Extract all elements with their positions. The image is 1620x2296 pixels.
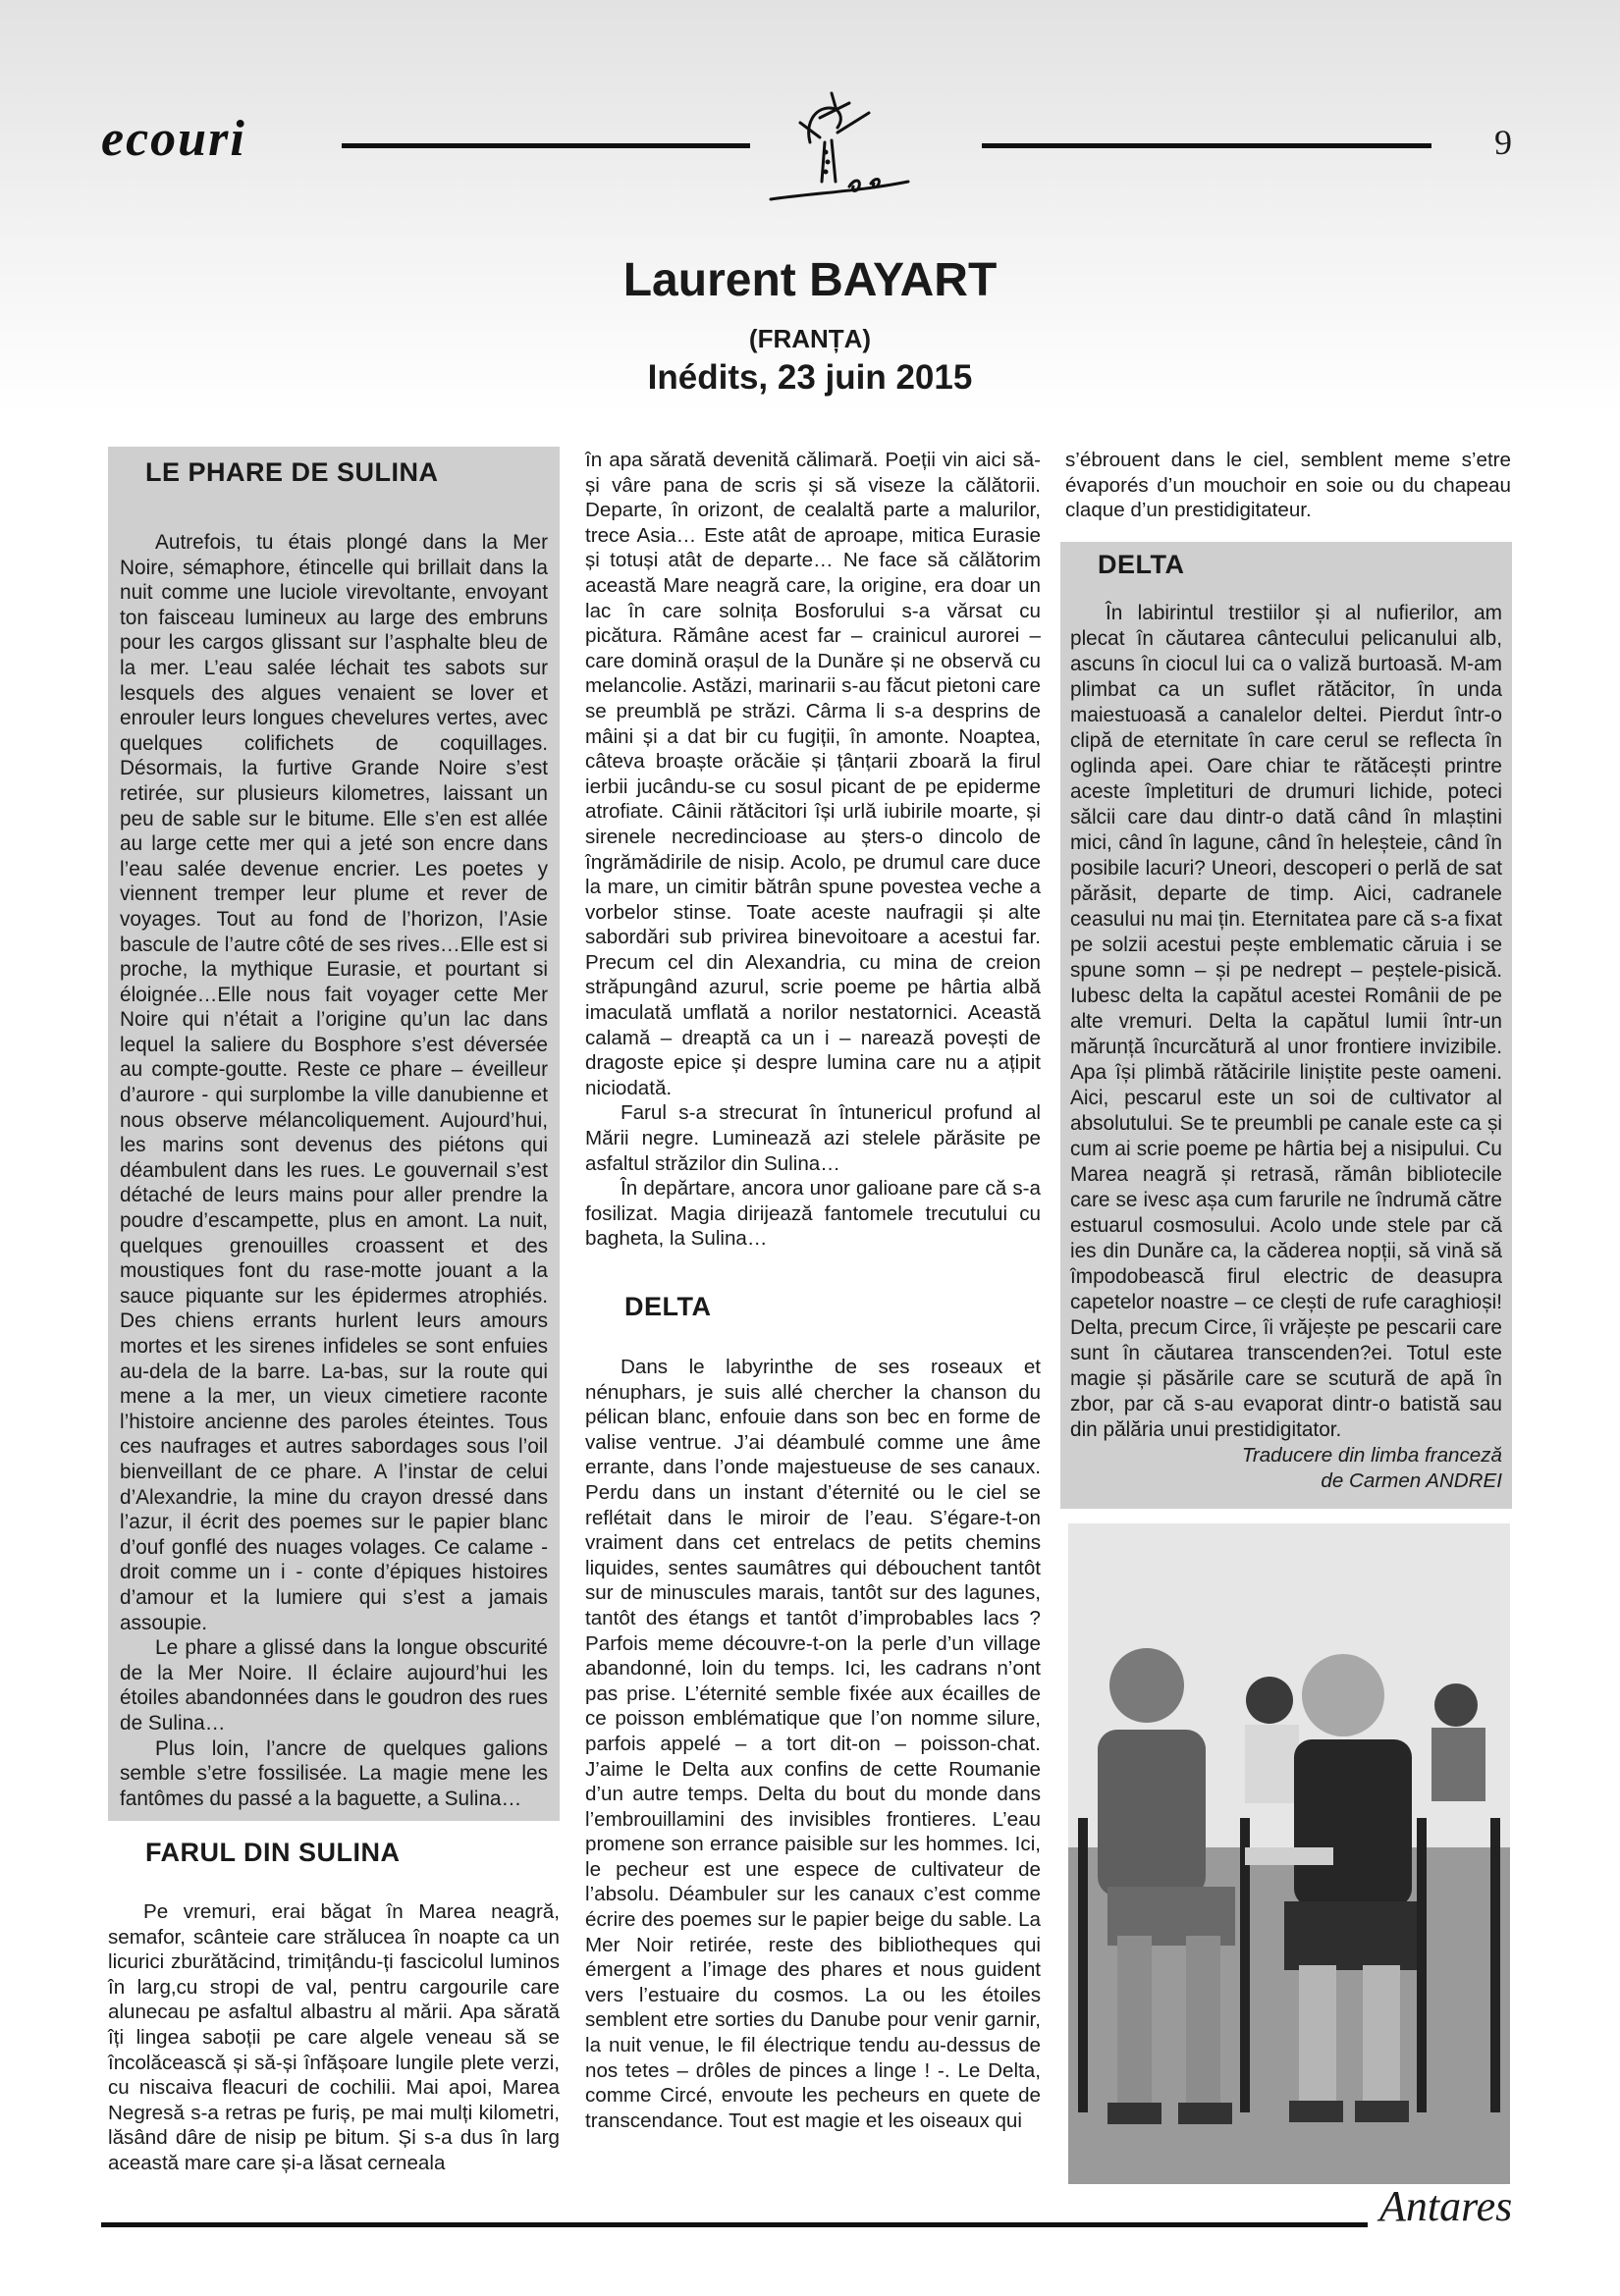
footer-rule: [101, 2222, 1368, 2227]
logo-sketch-icon: [741, 83, 918, 211]
delta-fr-text: [585, 1355, 1041, 2133]
delta-fr-heading: DELTA: [624, 1292, 712, 1321]
farul-text-col2: [585, 448, 1041, 1252]
page-number: 9: [1494, 123, 1512, 162]
translator-credit-line1: Traducere din limba franceză: [1241, 1444, 1502, 1467]
section-title: ecouri: [101, 111, 246, 167]
header-rule-right: [982, 143, 1431, 148]
phare-text: [120, 530, 548, 1811]
phare-paragraph: Autrefois, tu étais plongé dans la Mer Noire, sémaphore, étincelle qui brillait dans la nuit comme une luciole virevoltante, envoyant ton faisceau lumineux au large des embruns pour les cargos glissant sur l’asphalte bleu de la mer. L’eau salée léchait tes sabots sur lesquels des algues venaient se lover et enrouler leurs longues chevelures vertes, avec quelques colifichets de coquillages. Désormais, la furtive Grande Noire s’est retirée, sur plusieurs kilometres, laissant un peu de sable sur le bitume. Elle s’en est allée au large cette mer qui a jeté son encre dans l’eau salée devenue encrier. Les poetes y viennent tremper leur plume et rever de voyages. Tout au fond de l’horizon, l’Asie bascule de l’autre côté de ses rives…Elle est si proche, la mythique Eurasie, et pourtant si éloignée…Elle nous fait voyager cette Mer Noire qui n’était a l’origine qu’un lac dans lequel la saliere du Bosphore s’est déversée au compte-goutte. Reste ce phare – éveilleur d’aurore - qui surplombe la ville danubienne et nous observe mélancoliquement. Aujourd’hui, les marins sont devenus des piétons qui déambulent dans les rues. Le gouvernail s’est détaché de leurs mains pour aller prendre la poudre d’escampette, plus en amont. La nuit, quelques grenouilles croassent et des moustiques font du rase-motte jouant a la sauce piquante sur les épidermes atrophiés. Des chiens errants hurlent leurs amours mortes et les sirenes infideles se sont enfuies au-dela de la barre. La-bas, sur la route qui mene a la mer, un vieux cimetiere raconte l’histoire ancienne des paroles éteintes. Tous ces naufrages et autres sabordages sous l’oil bienveillant de ce phare. A l’instar de celui d’Alexandrie, la mine du crayon dressé dans l’azur, il écrit des poemes sur le papier blanc d’ouf gonflé des nuages volages. Ce calame - droit comme un i - conte d’épiques histoires d’amour et la lumiere qui s’est a jamais assoupie.: [120, 531, 548, 1634]
header-rule-left: [342, 143, 750, 148]
delta-fr-paragraph: Dans le labyrinthe de ses roseaux et nénuphars, je suis allé chercher la chanson du pélican blanc, enfouie dans son bec en forme de valise ventrue. J’ai déambulé comme une âme errante, dans l’onde majestueuse de ses canaux. Perdu dans un instant d’éternité ou le ciel se reflétait dans le miroir de l’eau. S’égare-t-on vraiment dans cet entrelacs de petits chemins liquides, sentes saumâtres qui débouchent tantôt sur de minuscules marais, tantôt sur des lagunes, tantôt des étangs et tantôt d’improbables lacs ? Parfois meme découvre-t-on la perle d’un village abandonné, loin du temps. Ici, les cadrans n’ont pas prise. L’éternité semble fixée aux écailles de ce poisson emblématique que l’on nomme silure, parfois appelé – a tort dit-on – poisson-chat. J’aime le Delta aux confins de cette Roumanie d’un autre temps. Delta du bout du monde dans l’embrouillamini des invisibles frontieres. L’eau promene son errance paisible sur les hommes. Ici, le pecheur est une espece de cultivateur de l’absolu. Déambuler sur les canaux c’est comme écrire des poemes sur le papier beige du sable. La Mer Noir retirée, reste des bibliotheques qui émergent a l’image des phares et nous guident vers l’estuaire du cosmos. La ou les étoiles semblent etre sorties du Danube pour venir garnir, la nuit venue, le fil électrique tendu au-dessus de nos tetes – drôles de pinces a linge ! -. Le Delta, comme Circé, envoute les pecheurs en quete de transcendance. Tout est magie et les oiseaux qui: [585, 1356, 1041, 2132]
magazine-brand: Antares: [1379, 2182, 1513, 2230]
author-country: (FRANȚA): [748, 324, 872, 353]
delta-ro-text: [1070, 601, 1502, 1494]
article-subtitle: Inédits, 23 juin 2015: [647, 358, 973, 397]
translator-credit-line2: de Carmen ANDREI: [1321, 1469, 1502, 1492]
author-name: Laurent BAYART: [622, 254, 998, 306]
delta-ro-heading: DELTA: [1098, 550, 1185, 579]
audience-photo-drawing: [1068, 1523, 1510, 2184]
phare-heading: LE PHARE DE SULINA: [145, 457, 439, 487]
farul-text-col1: [108, 1899, 560, 2176]
audience-photo: [1068, 1523, 1510, 2184]
delta-ro-paragraph: În labirintul trestiilor și al nufierilor, am plecat în căutarea cântecului pelicanului alb, ascuns în ciocul lui ca o valiză burtoasă. M-am plimbat ca un suflet rătăcitor, în unda maiestuoasă a canalelor deltei. Pierdut într-o clipă de eternitate în care cerul se reflecta în oglinda apei. Oare chiar te rătăcești printre aceste împletituri de drumuri lichide, poteci sălcii care dau dintr-o dată când în mlaștini mici, când în lagune, când în heleșteie, când în posibile lacuri? Uneori, descoperi o perlă de sat părăsit, departe de timp. Aici, cadranele ceasului nu mai țin. Eternitatea pare că s-a fixat pe solzii acestui pește emblematic căruia i se spune somn – și pe nedrept – peștele-pisică. Iubesc delta la capătul acestei Românii de pe alte vremuri. Delta la capătul lumii într-un mărunță încurcătură al unor frontiere invizibile. Apa își plimbă rătăcirile liniștite peste oameni. Aici, pescarul este un soi de cultivator al absolutului. Se te preumbli pe canale este ca și cum ai scrie poeme pe hârtia bej a nisipului. Cu Marea neagră și retrasă, rămân bibliotecile care se ivesc așa cum farurile ne îndrumă către estuarul cosmosului. Acolo unde stele par că ies din Dunăre ca, la căderea nopții, să vină să împodobească firul electric de deasupra capetelor noastre – ce clești de rufe caraghioși! Delta, precum Circe, îi vrăjește pe pescarii care sunt în căutarea transcenden?ei. Totul este magie și păsările care se scutură de apă în zbor, par că s-au evaporat dintr-o batistă sau din pălăria unui prestidigitator.: [1070, 602, 1502, 1441]
phare-paragraph: Plus loin, l’ancre de quelques galions semble s’etre fossilisée. La magie mene les fantômes du passé a la baguette, a Sulina…: [120, 1736, 548, 1810]
farul-paragraph: În depărtare, ancora unor galioane pare că s-a fosilizat. Magia dirijează fantomele trecutului cu bagheta, la Sulina…: [585, 1177, 1041, 1251]
farul-paragraph: Pe vremuri, erai băgat în Marea neagră, semafor, scânteie care strălucea în noapte ca un licurici zburătăcind, trimițându-ți fascicolul luminos în larg,cu stropi de val, pentru cargourile care alunecau pe asfaltul albastru al mării. Apa sărată îți lingea saboții pe care algele veneau să se încolăcească și să-și înfășoare lungile plete verzi, cu niscaiva fleacuri de cochilii. Mai apoi, Marea Negresă s-a retras pe furiș, pe mai mulți kilometri, lăsând dâre de nisip pe bitum. Și s-a dus în larg această mare care și-a lăsat cerneala: [108, 1900, 560, 2174]
farul-paragraph: în apa sărată devenită călimară. Poeții vin aici să-și vâre pana de scris și să viseze la călătorii. Departe, în orizont, de cealaltă parte a malurilor, trece Asia… Este atât de aproape, mitica Eurasie și totuși atât de departe… Ne face să călătorim această Mare neagră care, la origine, era doar un lac în care solnița Bosforului s-a vărsat cu picătura. Rămâne acest far – crainicul aurorei – care domină orașul de la Dunăre și ne observă cu melancolie. Astăzi, marinarii s-au făcut pietoni care se preumblă pe străzi. Cârma li s-a desprins de mâini și a dat bir cu fugiții, în amonte. Noaptea, câteva broaște orăcăie și țânțarii zboară la firul ierbii jucându-se cu sosul picant de pe epiderme atrofiate. Câinii rătăcitori își urlă iubirile moarte, și sirenele necredincioase au șters-o dincolo de îngrămădirile de nisip. Acolo, pe drumul care duce la mare, un cimitir bătrân spune povestea veche a vorbelor stinse. Toate aceste naufragii și alte sabordări sub privirea binevoitoare a acestui far. Precum cel din Alexandria, cu mina de creion străpungând azurul, scrie poeme pe hârtia albă imaculată umflată a norilor nestatornici. Această calamă – dreaptă ca un i – narează povești de dragoste epice și despre lumina care nu a ațipit niciodată.: [585, 449, 1041, 1099]
delta-fr-continuation: [1065, 448, 1511, 523]
farul-paragraph: Farul s-a strecurat în întunericul profund al Mării negre. Luminează azi stelele părăsite pe asfaltul străzilor din Sulina…: [585, 1101, 1041, 1175]
farul-heading: FARUL DIN SULINA: [145, 1838, 401, 1867]
delta-fr-paragraph-cont: s’ébrouent dans le ciel, semblent meme s’etre évaporés d’un mouchoir en soie ou du chapeau claque d’un prestidigitateur.: [1065, 449, 1511, 522]
phare-paragraph: Le phare a glissé dans la longue obscurité de la Mer Noire. Il éclaire aujourd’hui les étoiles abandonnées dans le goudron des rues de Sulina…: [120, 1636, 548, 1735]
